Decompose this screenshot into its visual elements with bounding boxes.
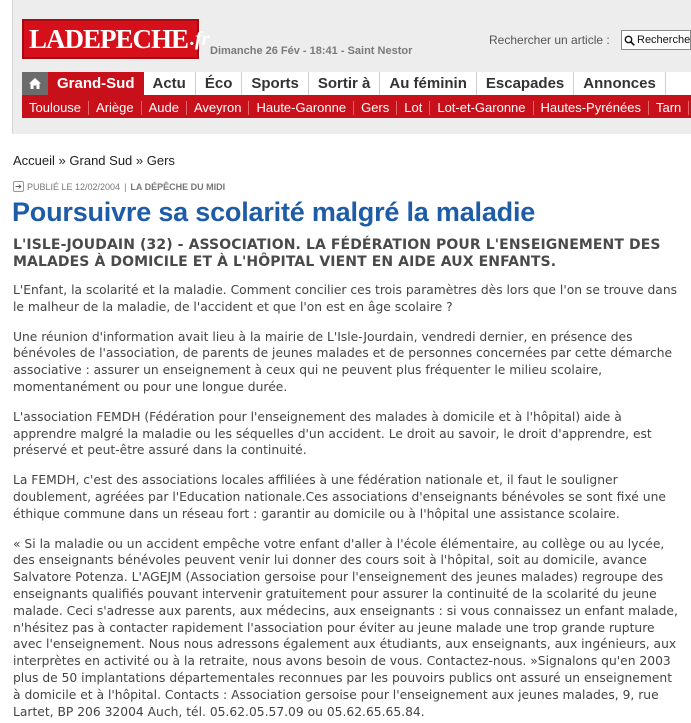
breadcrumb-grand-sud[interactable]: Grand Sud (69, 153, 133, 168)
dateline: Dimanche 26 Fév - 18:41 - Saint Nestor (210, 45, 413, 57)
sub-nav-tarn[interactable]: Tarn (649, 101, 689, 115)
sub-nav-hautes-pyrenees[interactable]: Hautes-Pyrénées (534, 101, 649, 115)
search-input-value: Recherche (637, 34, 691, 46)
sub-nav-aude[interactable]: Aude (142, 101, 187, 115)
breadcrumb-separator: » (58, 153, 66, 168)
breadcrumb (13, 153, 175, 168)
nav-item-grand-sud[interactable]: Grand-Sud (48, 72, 144, 95)
nav-item-escapades[interactable]: Escapades (477, 72, 574, 95)
article-paragraph: La FEMDH, c'est des associations locales affiliées à une fédération nationale et, il faut le souligner doublement, agréées par l'Education nationale.Ces associations d'enseignants bénévoles se sont fixé une éthique commune dans un réseau fort : garantir au domicile ou à l'hôpital une assistance scolaire. (13, 473, 666, 521)
sub-nav-ariege[interactable]: Ariège (89, 101, 142, 115)
article-lead: L'ISLE-JOUDAIN (32) - ASSOCIATION. LA FÉDÉRATION POUR L'ENSEIGNEMENT DES MALADES À DOMICILE ET À L'HÔPITAL VIENT EN AIDE AUX ENFANTS. (13, 237, 661, 270)
home-button[interactable] (22, 72, 48, 95)
logo-suffix-text: .fr (190, 27, 210, 50)
nav-item-eco[interactable]: Éco (196, 72, 243, 95)
pub-divider: | (124, 181, 127, 192)
logo-main-text: LADEPECHE (29, 23, 189, 54)
published-date: PUBLIÉ LE 12/02/2004 (27, 181, 121, 192)
search-label: Rechercher un article : (489, 33, 610, 47)
main-nav (22, 72, 691, 97)
site-logo[interactable] (22, 19, 210, 59)
nav-item-sortir[interactable]: Sortir à (309, 72, 381, 95)
search-icon (624, 35, 635, 46)
publication-info (13, 181, 225, 192)
nav-item-sports[interactable]: Sports (242, 72, 309, 95)
nav-item-annonces[interactable]: Annonces (574, 72, 666, 95)
nav-item-au-feminin[interactable]: Au féminin (380, 72, 477, 95)
sub-nav-toulouse[interactable]: Toulouse (22, 101, 89, 115)
sub-nav-lot[interactable]: Lot (397, 101, 430, 115)
article-source: LA DÉPÊCHE DU MIDI (130, 181, 226, 192)
breadcrumb-gers[interactable]: Gers (146, 153, 175, 168)
sub-nav (22, 97, 691, 118)
sub-nav-haute-garonne[interactable]: Haute-Garonne (249, 101, 354, 115)
arrow-right-icon: ➔ (13, 181, 24, 192)
article-title: Poursuivre sa scolarité malgré la maladie (12, 197, 536, 227)
breadcrumb-accueil[interactable]: Accueil (13, 153, 55, 168)
house-icon (28, 77, 42, 90)
sub-nav-aveyron[interactable]: Aveyron (187, 101, 249, 115)
article-paragraph: « Si la maladie ou un accident empêche votre enfant d'aller à l'école élémentaire, au collège ou au lycée, des enseignants bénévoles peuvent venir lui donner des cours soit à l'hôpital, soit au domicile, avance Salvatore Potenza. L'AGEJM (Association gersoise pour l'enseignement des jeunes malades) regroupe des enseignants qualifiés pouvant intervenir gratuitement pour assurer la continuité de la scolarité du jeune malade. Ceci s'adresse aux parents, aux médecins, aux enseignants : si vous connaissez un enfant malade, n'hésitez pas à contacter rapidement l'association pour éviter au jeune malade une trop grande rupture avec l'enseignement. Nous nous adressons également aux étudiants, aux enseignants, aux ingénieurs, aux interprètes en activité ou à la retraite, nous avons besoin de vous. Contactez-nous. »Signalons qu'en 2003 plus de 50 implantations départementales reconnues par les pouvoirs publics ont assuré un enseignement à domicile et à l'hôpital. Contacts : Association gersoise pour l'enseignement aux jeunes malades, 9, rue Lartet, BP 206 32004 Auch, tél. 05.62.05.57.09 ou 05.62.65.65.84. (13, 536, 678, 719)
article-paragraph: L'Enfant, la scolarité et la maladie. Comment concilier ces trois paramètres dès lors que l'on se trouve dans le malheur de la maladie, de l'accident et que l'on est en âge scolaire ? (13, 283, 678, 314)
article-paragraph: Une réunion d'information avait lieu à la mairie de L'Isle-Jourdain, vendredi dernier, en présence des bénévoles de l'association, de parents de jeunes malades et de personnes concernées par cette démarche associative : assurer un enseignement à ceux qui ne peuvent plus fréquenter le milieu scolaire, momentanément ou pour une longue durée. (13, 329, 673, 394)
breadcrumb-separator: » (135, 153, 144, 168)
sub-nav-gers[interactable]: Gers (354, 101, 397, 115)
nav-item-actu[interactable]: Actu (144, 72, 196, 95)
search-input[interactable] (621, 30, 691, 50)
article-body (13, 282, 683, 720)
sub-nav-lot-et-garonne[interactable]: Lot-et-Garonne (430, 101, 533, 115)
article-paragraph: L'association FEMDH (Fédération pour l'enseignement des malades à domicile et à l'hôpital) aide à apprendre malgré la maladie ou les séquelles d'un accident. Le droit au savoir, le droit d'apprendre, est préservé et peut-être assuré dans la continuité. (13, 409, 652, 458)
